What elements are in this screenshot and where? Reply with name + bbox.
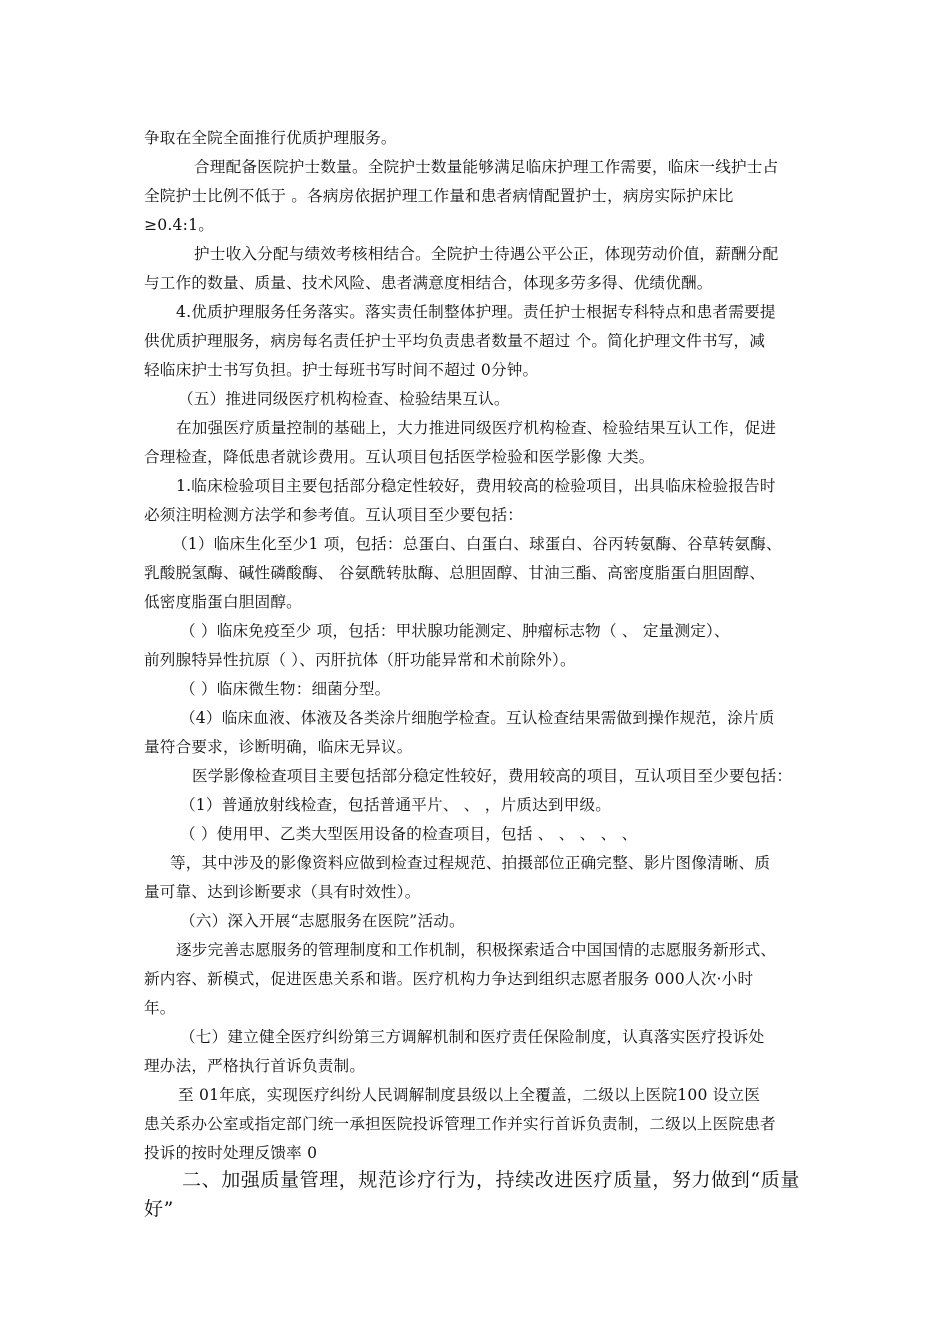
paragraph-line: 患关系办公室或指定部门统一承担医院投诉管理工作并实行首诉负责制，二级以上医院患者 bbox=[144, 1115, 776, 1133]
paragraph-line: 乳酸脱氢酶、碱性磷酸酶、 谷氨酰转肽酶、总胆固醇、甘油三酯、高密度脂蛋白胆固醇、 bbox=[144, 564, 766, 582]
section-heading: （五）推进同级医疗机构检查、检验结果互认。 bbox=[178, 390, 510, 408]
paragraph-line: 合理配备医院护士数量。全院护士数量能够满足临床护理工作需要，临床一线护士占 bbox=[194, 158, 779, 176]
paragraph-line: 量符合要求，诊断明确，临床无异议。 bbox=[144, 738, 413, 756]
paragraph-line: 医学影像检查项目主要包括部分稳定性较好，费用较高的项目，互认项目至少要包括： bbox=[192, 767, 793, 785]
paragraph-line: 投诉的按时处理反馈率 0 bbox=[144, 1144, 318, 1162]
paragraph-line: （1）临床生化至少1 项，包括：总蛋白、白蛋白、球蛋白、谷丙转氨酶、谷草转氨酶、 bbox=[172, 535, 782, 553]
paragraph-line: 等，其中涉及的影像资料应做到检查过程规范、拍摄部位正确完整、影片图像清晰、质 bbox=[170, 854, 771, 872]
paragraph-line: 前列腺特异性抗原（ ）、丙肝抗体（肝功能异常和术前除外）。 bbox=[144, 651, 576, 669]
paragraph-line: 1.临床检验项目主要包括部分稳定性较好，费用较高的检验项目，出具临床检验报告时 bbox=[176, 477, 776, 495]
paragraph-line: 量可靠、达到诊断要求（具有时效性）。 bbox=[144, 883, 421, 901]
paragraph-line: 护士收入分配与绩效考核相结合。全院护士待遇公平公正，体现劳动价值，薪酬分配 bbox=[194, 245, 779, 263]
paragraph-line: （4）临床血液、体液及各类涂片细胞学检查。互认检查结果需做到操作规范，涂片质 bbox=[180, 709, 775, 727]
paragraph-line: （ ）临床免疫至少 项，包括：甲状腺功能测定、肿瘤标志物（ 、 定量测定）、 bbox=[180, 622, 730, 640]
paragraph-line: ≥0.4:1。 bbox=[144, 216, 215, 234]
section-heading: （七）建立健全医疗纠纷第三方调解机制和医疗责任保险制度，认真落实医疗投诉处 bbox=[180, 1028, 765, 1046]
paragraph-line: （ ）使用甲、乙类大型医用设备的检查项目，包括 、 、 、 、 、 bbox=[180, 825, 638, 843]
paragraph-line: 合理检查，降低患者就诊费用。互认项目包括医学检验和医学影像 大类。 bbox=[144, 448, 655, 466]
paragraph-line: 与工作的数量、质量、技术风险、患者满意度相结合，体现多劳多得、优绩优酬。 bbox=[144, 274, 713, 292]
paragraph-line: 在加强医疗质量控制的基础上，大力推进同级医疗机构检查、检验结果互认工作，促进 bbox=[176, 419, 777, 437]
chapter-heading: 好” bbox=[144, 1198, 174, 1220]
paragraph-line: 至 01年底，实现医疗纠纷人民调解制度县级以上全覆盖，二级以上医院100 设立医 bbox=[178, 1086, 761, 1104]
paragraph-line: （1）普通放射线检查，包括普通平片、 、 ，片质达到甲级。 bbox=[180, 796, 612, 814]
paragraph-line: 供优质护理服务，病房每名责任护士平均负责患者数量不超过 个。简化护理文件书写，减 bbox=[144, 332, 766, 350]
paragraph-line: 理办法，严格执行首诉负责制。 bbox=[144, 1057, 366, 1075]
paragraph-line: 轻临床护士书写负担。护士每班书写时间不超过 0分钟。 bbox=[144, 361, 539, 379]
paragraph-line: 低密度脂蛋白胆固醇。 bbox=[144, 593, 302, 611]
paragraph-line: 必须注明检测方法学和参考值。互认项目至少要包括： bbox=[144, 506, 524, 524]
paragraph-line: 新内容、新模式，促进医患关系和谐。医疗机构力争达到组织志愿者服务 000人次·小时 bbox=[144, 970, 754, 988]
paragraph-line: 年。 bbox=[144, 999, 176, 1017]
section-heading: （六）深入开展“志愿服务在医院”活动。 bbox=[180, 912, 465, 930]
paragraph-line: 争取在全院全面推行优质护理服务。 bbox=[144, 129, 397, 147]
chapter-heading: 二、加强质量管理，规范诊疗行为，持续改进医疗质量，努力做到“质量 bbox=[182, 1169, 800, 1191]
paragraph-line: 全院护士比例不低于 。各病房依据护理工作量和患者病情配置护士，病房实际护床比 bbox=[144, 187, 734, 205]
paragraph-line: （ ）临床微生物：细菌分型。 bbox=[180, 680, 391, 698]
paragraph-line: 4.优质护理服务任务落实。落实责任制整体护理。责任护士根据专科特点和患者需要提 bbox=[176, 303, 776, 321]
paragraph-line: 逐步完善志愿服务的管理制度和工作机制，积极探索适合中国国情的志愿服务新形式、 bbox=[176, 941, 777, 959]
